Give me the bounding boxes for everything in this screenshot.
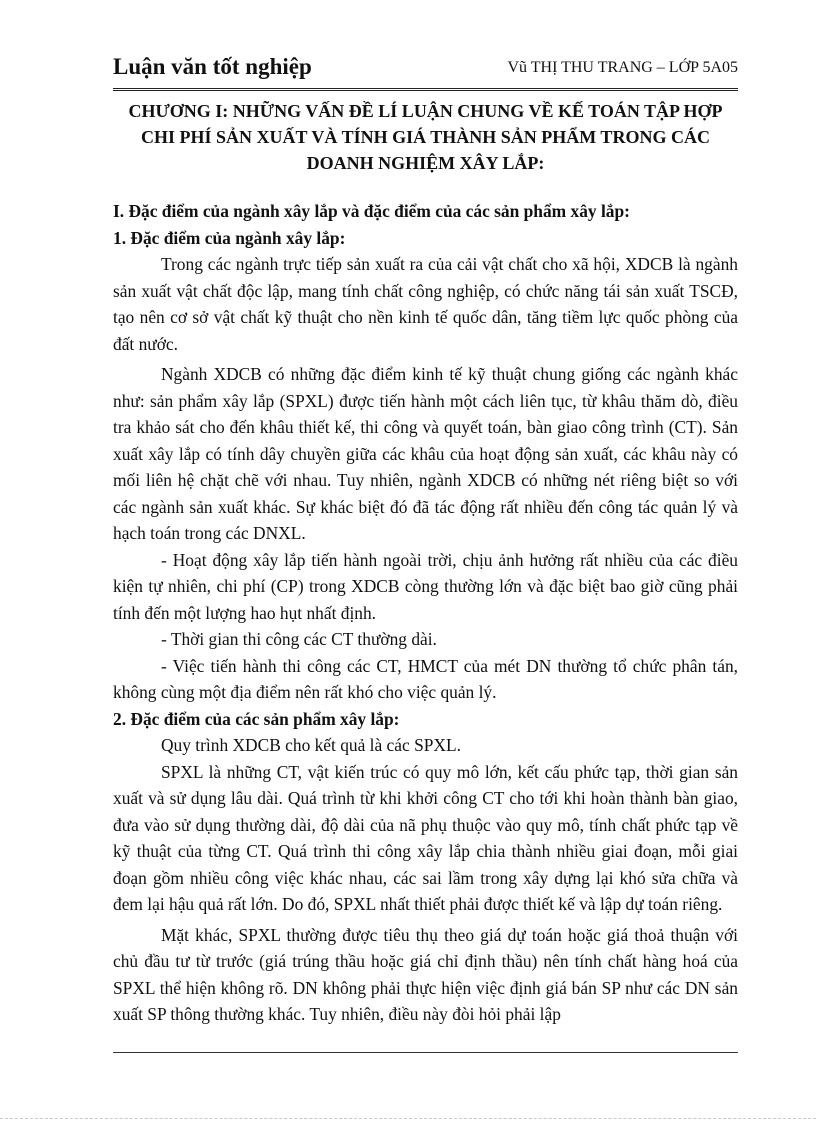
header-thesis-title: Luận văn tốt nghiệp <box>113 54 312 79</box>
page-header <box>113 46 738 91</box>
bullet-item: - Thời gian thi công các CT thường dài. <box>161 629 437 649</box>
section-heading: I. Đặc điểm của ngành xây lắp và đặc điểm của các sản phẩm xây lắp: <box>113 201 630 221</box>
paragraph: Ngành XDCB có những đặc điểm kinh tế kỹ thuật chung giống các ngành khác như: sản phẩm xây lắp (SPXL) được tiến hành một cách liên tục, từ khâu thăm dò, điều tra khảo sát cho đến khâu thiết kế, thi công và quyết toán, bàn giao công trình (CT). Sản xuất xây lắp có tính dây chuyền giữa các khâu của hoạt động sản xuất, các khâu này có mối liên hệ chặt chẽ với nhau. Tuy nhiên, ngành XDCB có những nét riêng biệt so với các ngành sản xuất khác. Sự khác biệt đó đã tác động rất nhiều đến công tác quản lý và hạch toán trong các DNXL. <box>113 364 738 543</box>
chapter-title: CHƯƠNG I: NHỮNG VẤN ĐỀ LÍ LUẬN CHUNG VỀ KẾ TOÁN TẬP HỢP CHI PHÍ SẢN XUẤT VÀ TÍNH GIÁ THÀNH SẢN PHẨM TRONG CÁC DOANH NGHIỆM XÂY LẮP: <box>128 101 723 173</box>
paragraph: SPXL là những CT, vật kiến trúc có quy mô lớn, kết cấu phức tạp, thời gian sản xuất và sử dụng lâu dài. Quá trình từ khi khởi công CT cho tới khi hoàn thành bàn giao, đưa vào sử dụng thường dài, độ dài của nã phụ thuộc vào quy mô, tính chất phức tạp về kỹ thuật của từng CT. Quá trình thi công xây lắp chia thành nhiều giai đoạn, mỗi giai đoạn gồm nhiều công việc khác nhau, các sai lầm trong xây dựng lại khó sửa chữa và đem lại hậu quả rất lớn. Do đó, SPXL nhất thiết phải được thiết kế và lập dự toán riêng. <box>113 761 738 914</box>
bullet-item: - Hoạt động xây lắp tiến hành ngoài trời, chịu ảnh hưởng rất nhiều của các điều kiện tự nhiên, chi phí (CP) trong XDCB còng thường lớn và đặc biệt bao giờ cũng phải tính đến một lượng hao hụt nhất định. <box>113 549 738 623</box>
footer-divider <box>113 1052 738 1053</box>
subsection-heading-2: 2. Đặc điểm của các sản phẩm xây lắp: <box>113 708 400 729</box>
subsection-heading-1: 1. Đặc điểm của ngành xây lắp: <box>113 227 346 248</box>
paragraph: Mặt khác, SPXL thường được tiêu thụ theo giá dự toán hoặc giá thoả thuận với chủ đầu tư từ trước (giá trúng thầu hoặc giá chỉ định thầu) nên tính chất hàng hoá của SPXL thể hiện không rõ. DN không phải thực hiện việc định giá bán SP như các DN sản xuất SP thông thường khác. Tuy nhiên, điều này đòi hỏi phải lập <box>113 924 738 1024</box>
paragraph: Quy trình XDCB cho kết quả là các SPXL. <box>161 735 461 755</box>
page-edge-divider <box>0 1118 816 1119</box>
bullet-item: - Việc tiến hành thi công các CT, HMCT của mét DN thường tổ chức phân tán, không cùng một địa điểm nên rất khó cho việc quản lý. <box>113 655 738 702</box>
document-body <box>113 196 738 1028</box>
paragraph: Trong các ngành trực tiếp sản xuất ra của cải vật chất cho xã hội, XDCB là ngành sản xuất vật chất độc lập, mang tính chất công nghiệp, có chức năng tái sản xuất TSCĐ, tạo nên cơ sở vật chất kỹ thuật cho nền kinh tế quốc dân, tăng tiềm lực quốc phòng của đất nước. <box>113 254 738 354</box>
header-author: Vũ THỊ THU TRANG – LỚP 5A05 <box>507 59 738 76</box>
